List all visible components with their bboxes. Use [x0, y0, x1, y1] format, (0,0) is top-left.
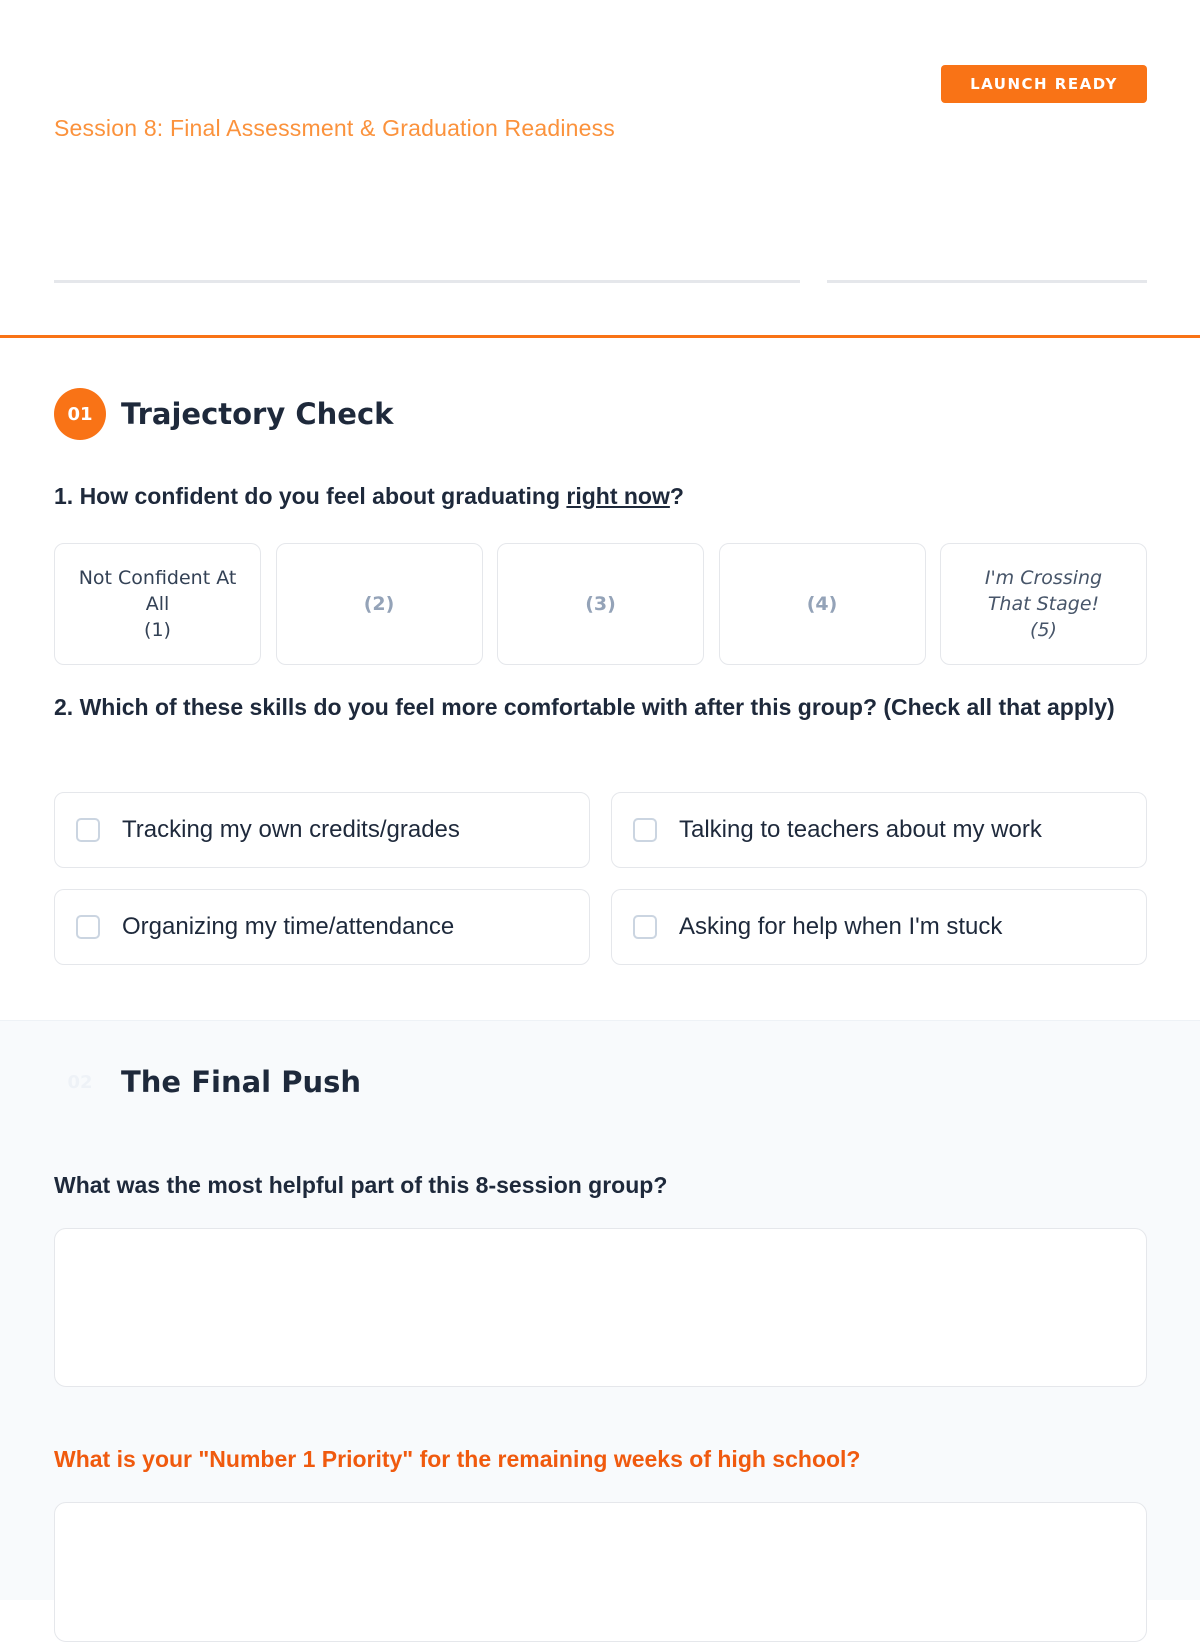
- scale-option-label: All: [145, 593, 170, 615]
- most-helpful-textarea[interactable]: [54, 1228, 1147, 1387]
- skill-option-teachers[interactable]: [611, 792, 1147, 868]
- question-skills: 2. Which of these skills do you feel more comfortable with after this group? (Check all that apply): [54, 694, 1115, 720]
- scale-option-value: (2): [363, 593, 395, 615]
- checkbox[interactable]: [76, 818, 100, 842]
- scale-option-label: I'm Crossing: [984, 567, 1103, 589]
- section-trajectory-check: [0, 338, 1200, 1020]
- scale-option-value: (5): [1030, 619, 1057, 641]
- question-confidence: [54, 479, 1146, 513]
- skill-option-label: Asking for help when I'm stuck: [679, 913, 1003, 940]
- scale-option-value: (1): [144, 619, 171, 641]
- scale-option-value: (3): [585, 593, 616, 615]
- section-title: Trajectory Check: [121, 397, 394, 431]
- question-text: 1. How confident do you feel about graduating: [54, 483, 567, 509]
- scale-option-3[interactable]: [497, 543, 704, 665]
- scale-option-value: (4): [806, 593, 838, 615]
- scale-option-5[interactable]: [940, 543, 1147, 665]
- scale-option-2[interactable]: [276, 543, 483, 665]
- section-title: The Final Push: [121, 1065, 362, 1099]
- checkbox[interactable]: [633, 915, 657, 939]
- section-number-badge: 02: [67, 1071, 93, 1093]
- skill-option-credits[interactable]: [54, 792, 590, 868]
- checkbox[interactable]: [633, 818, 657, 842]
- skill-option-label: Talking to teachers about my work: [679, 816, 1042, 843]
- name-line-field[interactable]: [54, 280, 800, 283]
- scale-option-label: Not Confident At: [78, 567, 237, 589]
- question-most-helpful: What was the most helpful part of this 8-session group?: [54, 1172, 668, 1198]
- question-suffix: ?: [669, 483, 684, 509]
- confidence-scale: [54, 543, 1147, 665]
- skill-option-time[interactable]: [54, 889, 590, 965]
- session-title: Session 8: Final Assessment & Graduation Readiness: [54, 115, 616, 141]
- skill-option-label: Organizing my time/attendance: [122, 913, 455, 940]
- section-number-badge: 01: [54, 388, 106, 440]
- question-priority: What is your "Number 1 Priority" for the remaining weeks of high school?: [54, 1446, 861, 1472]
- checkbox[interactable]: [76, 915, 100, 939]
- section-heading: [54, 1056, 361, 1108]
- section-final-push: [0, 1020, 1200, 1600]
- page-header: [0, 0, 1200, 338]
- scale-option-4[interactable]: [719, 543, 926, 665]
- skills-checklist: [54, 792, 1147, 965]
- skill-option-label: Tracking my own credits/grades: [122, 816, 460, 843]
- skill-option-help[interactable]: [611, 889, 1147, 965]
- priority-textarea[interactable]: [54, 1502, 1147, 1642]
- status-badge: LAUNCH READY: [941, 65, 1147, 103]
- question-emphasis: right now: [566, 483, 670, 509]
- date-line-field[interactable]: [827, 280, 1147, 283]
- scale-option-label: That Stage!: [987, 593, 1100, 615]
- scale-option-1[interactable]: [54, 543, 261, 665]
- section-heading: [54, 388, 393, 440]
